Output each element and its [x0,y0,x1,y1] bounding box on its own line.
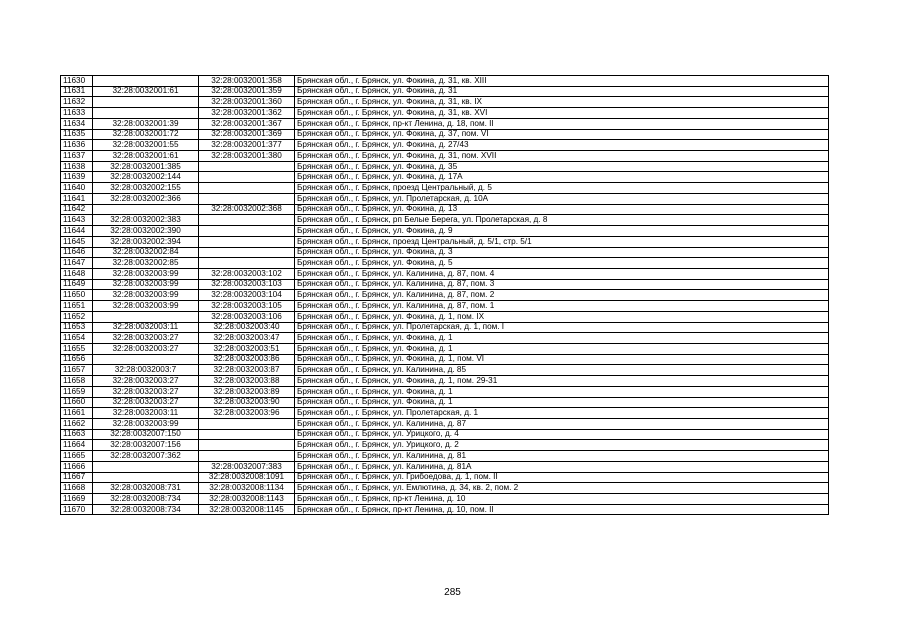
parcel-cadastral-number-cell: 32:28:0032002:390 [93,226,199,237]
object-cadastral-number-cell: 32:28:0032001:369 [199,129,295,140]
object-cadastral-number-cell: 32:28:0032003:96 [199,408,295,419]
table-row [61,451,829,462]
row-number-cell: 11637 [61,151,93,162]
address-cell: Брянская обл., г. Брянск, ул. Емлютина, д. 34, кв. 2, пом. 2 [295,483,829,494]
object-cadastral-number-cell: 32:28:0032003:89 [199,386,295,397]
row-number-cell: 11658 [61,376,93,387]
parcel-cadastral-number-cell: 32:28:0032001:39 [93,118,199,129]
row-number-cell: 11650 [61,290,93,301]
table-row [61,172,829,183]
address-cell: Брянская обл., г. Брянск, ул. Фокина, д. 1, пом. 29-31 [295,376,829,387]
row-number-cell: 11661 [61,408,93,419]
address-cell: Брянская обл., г. Брянск, ул. Фокина, д. 31, кв. IX [295,97,829,108]
table-row [61,140,829,151]
row-number-cell: 11652 [61,311,93,322]
parcel-cadastral-number-cell: 32:28:0032007:150 [93,429,199,440]
table-row [61,97,829,108]
table-row [61,440,829,451]
parcel-cadastral-number-cell [93,76,199,87]
registry-table [60,75,829,515]
table-row [61,183,829,194]
address-cell: Брянская обл., г. Брянск, ул. Калинина, д. 81А [295,461,829,472]
object-cadastral-number-cell [199,172,295,183]
row-number-cell: 11665 [61,451,93,462]
row-number-cell: 11664 [61,440,93,451]
table-row [61,311,829,322]
address-cell: Брянская обл., г. Брянск, ул. Фокина, д. 31, кв. XIII [295,76,829,87]
object-cadastral-number-cell: 32:28:0032001:360 [199,97,295,108]
object-cadastral-number-cell: 32:28:0032001:362 [199,108,295,119]
table-row [61,472,829,483]
table-row [61,494,829,505]
address-cell: Брянская обл., г. Брянск, пр-кт Ленина, д. 10, пом. II [295,504,829,515]
address-cell: Брянская обл., г. Брянск, ул. Пролетарская, д. 1, пом. I [295,322,829,333]
parcel-cadastral-number-cell [93,97,199,108]
address-cell: Брянская обл., г. Брянск, ул. Пролетарская, д. 1 [295,408,829,419]
table-row [61,376,829,387]
table-row [61,408,829,419]
parcel-cadastral-number-cell: 32:28:0032001:61 [93,151,199,162]
parcel-cadastral-number-cell: 32:28:0032001:61 [93,86,199,97]
row-number-cell: 11634 [61,118,93,129]
address-cell: Брянская обл., г. Брянск, ул. Урицкого, д. 2 [295,440,829,451]
object-cadastral-number-cell [199,440,295,451]
table-row [61,333,829,344]
object-cadastral-number-cell: 32:28:0032003:90 [199,397,295,408]
object-cadastral-number-cell: 32:28:0032003:51 [199,343,295,354]
object-cadastral-number-cell [199,247,295,258]
row-number-cell: 11640 [61,183,93,194]
address-cell: Брянская обл., г. Брянск, ул. Калинина, д. 87, пом. 2 [295,290,829,301]
row-number-cell: 11659 [61,386,93,397]
address-cell: Брянская обл., г. Брянск, ул. Фокина, д. 1 [295,397,829,408]
row-number-cell: 11644 [61,226,93,237]
object-cadastral-number-cell [199,258,295,269]
address-cell: Брянская обл., г. Брянск, ул. Калинина, д. 85 [295,365,829,376]
row-number-cell: 11663 [61,429,93,440]
address-cell: Брянская обл., г. Брянск, ул. Калинина, д. 87, пом. 1 [295,301,829,312]
table-row [61,193,829,204]
row-number-cell: 11631 [61,86,93,97]
address-cell: Брянская обл., г. Брянск, рп Белые Берега, ул. Пролетарская, д. 8 [295,215,829,226]
parcel-cadastral-number-cell [93,204,199,215]
row-number-cell: 11668 [61,483,93,494]
address-cell: Брянская обл., г. Брянск, ул. Фокина, д. 5 [295,258,829,269]
row-number-cell: 11651 [61,301,93,312]
parcel-cadastral-number-cell: 32:28:0032003:27 [93,386,199,397]
object-cadastral-number-cell: 32:28:0032003:102 [199,268,295,279]
parcel-cadastral-number-cell: 32:28:0032003:11 [93,408,199,419]
table-row [61,161,829,172]
parcel-cadastral-number-cell: 32:28:0032008:734 [93,494,199,505]
object-cadastral-number-cell: 32:28:0032007:383 [199,461,295,472]
table-row [61,215,829,226]
parcel-cadastral-number-cell: 32:28:0032002:155 [93,183,199,194]
object-cadastral-number-cell: 32:28:0032002:368 [199,204,295,215]
table-row [61,129,829,140]
parcel-cadastral-number-cell: 32:28:0032002:394 [93,236,199,247]
object-cadastral-number-cell [199,193,295,204]
row-number-cell: 11646 [61,247,93,258]
address-cell: Брянская обл., г. Брянск, пр-кт Ленина, д. 18, пом. II [295,118,829,129]
table-row [61,354,829,365]
object-cadastral-number-cell: 32:28:0032008:1134 [199,483,295,494]
object-cadastral-number-cell [199,236,295,247]
object-cadastral-number-cell: 32:28:0032003:105 [199,301,295,312]
object-cadastral-number-cell [199,215,295,226]
row-number-cell: 11656 [61,354,93,365]
address-cell: Брянская обл., г. Брянск, ул. Фокина, д. 1, пом. IX [295,311,829,322]
object-cadastral-number-cell [199,451,295,462]
parcel-cadastral-number-cell: 32:28:0032003:27 [93,397,199,408]
row-number-cell: 11645 [61,236,93,247]
address-cell: Брянская обл., г. Брянск, ул. Фокина, д. 1 [295,386,829,397]
row-number-cell: 11653 [61,322,93,333]
table-row [61,236,829,247]
row-number-cell: 11666 [61,461,93,472]
address-cell: Брянская обл., г. Брянск, пр-кт Ленина, д. 10 [295,494,829,505]
parcel-cadastral-number-cell: 32:28:0032003:7 [93,365,199,376]
table-row [61,322,829,333]
address-cell: Брянская обл., г. Брянск, проезд Центральный, д. 5 [295,183,829,194]
table-row [61,365,829,376]
address-cell: Брянская обл., г. Брянск, ул. Фокина, д. 1 [295,333,829,344]
address-cell: Брянская обл., г. Брянск, ул. Фокина, д. 9 [295,226,829,237]
object-cadastral-number-cell: 32:28:0032001:367 [199,118,295,129]
parcel-cadastral-number-cell [93,311,199,322]
address-cell: Брянская обл., г. Брянск, ул. Фокина, д. 31 [295,86,829,97]
parcel-cadastral-number-cell: 32:28:0032002:383 [93,215,199,226]
table-row [61,290,829,301]
row-number-cell: 11660 [61,397,93,408]
row-number-cell: 11669 [61,494,93,505]
parcel-cadastral-number-cell: 32:28:0032002:85 [93,258,199,269]
object-cadastral-number-cell: 32:28:0032008:1143 [199,494,295,505]
address-cell: Брянская обл., г. Брянск, ул. Калинина, д. 81 [295,451,829,462]
address-cell: Брянская обл., г. Брянск, ул. Фокина, д. 35 [295,161,829,172]
row-number-cell: 11654 [61,333,93,344]
row-number-cell: 11632 [61,97,93,108]
object-cadastral-number-cell: 32:28:0032003:87 [199,365,295,376]
address-cell: Брянская обл., г. Брянск, проезд Центральный, д. 5/1, стр. 5/1 [295,236,829,247]
address-cell: Брянская обл., г. Брянск, ул. Калинина, д. 87, пом. 3 [295,279,829,290]
parcel-cadastral-number-cell: 32:28:0032008:734 [93,504,199,515]
registry-table-body [61,76,829,515]
object-cadastral-number-cell: 32:28:0032003:88 [199,376,295,387]
address-cell: Брянская обл., г. Брянск, ул. Пролетарская, д. 10А [295,193,829,204]
parcel-cadastral-number-cell: 32:28:0032003:99 [93,419,199,430]
address-cell: Брянская обл., г. Брянск, ул. Фокина, д. 13 [295,204,829,215]
row-number-cell: 11655 [61,343,93,354]
parcel-cadastral-number-cell: 32:28:0032001:55 [93,140,199,151]
parcel-cadastral-number-cell [93,108,199,119]
object-cadastral-number-cell: 32:28:0032001:377 [199,140,295,151]
parcel-cadastral-number-cell: 32:28:0032003:11 [93,322,199,333]
parcel-cadastral-number-cell: 32:28:0032007:156 [93,440,199,451]
object-cadastral-number-cell: 32:28:0032003:104 [199,290,295,301]
object-cadastral-number-cell: 32:28:0032003:86 [199,354,295,365]
address-cell: Брянская обл., г. Брянск, ул. Грибоедова, д. 1, пом. II [295,472,829,483]
parcel-cadastral-number-cell: 32:28:0032003:99 [93,290,199,301]
table-row [61,429,829,440]
page-number: 285 [444,587,461,598]
table-row [61,204,829,215]
row-number-cell: 11670 [61,504,93,515]
parcel-cadastral-number-cell: 32:28:0032003:99 [93,279,199,290]
table-row [61,258,829,269]
address-cell: Брянская обл., г. Брянск, ул. Фокина, д. 27/43 [295,140,829,151]
table-row [61,226,829,237]
parcel-cadastral-number-cell: 32:28:0032008:731 [93,483,199,494]
object-cadastral-number-cell: 32:28:0032001:380 [199,151,295,162]
table-row [61,151,829,162]
object-cadastral-number-cell [199,183,295,194]
table-row [61,343,829,354]
table-row [61,397,829,408]
object-cadastral-number-cell: 32:28:0032008:1091 [199,472,295,483]
table-row [61,86,829,97]
table-row [61,108,829,119]
row-number-cell: 11662 [61,419,93,430]
row-number-cell: 11643 [61,215,93,226]
address-cell: Брянская обл., г. Брянск, ул. Фокина, д. 17А [295,172,829,183]
object-cadastral-number-cell: 32:28:0032003:47 [199,333,295,344]
address-cell: Брянская обл., г. Брянск, ул. Калинина, д. 87, пом. 4 [295,268,829,279]
object-cadastral-number-cell: 32:28:0032003:106 [199,311,295,322]
object-cadastral-number-cell: 32:28:0032008:1145 [199,504,295,515]
object-cadastral-number-cell [199,161,295,172]
row-number-cell: 11667 [61,472,93,483]
table-row [61,118,829,129]
parcel-cadastral-number-cell: 32:28:0032003:27 [93,343,199,354]
row-number-cell: 11657 [61,365,93,376]
table-row [61,76,829,87]
parcel-cadastral-number-cell: 32:28:0032002:84 [93,247,199,258]
table-row [61,386,829,397]
object-cadastral-number-cell [199,419,295,430]
address-cell: Брянская обл., г. Брянск, ул. Урицкого, д. 4 [295,429,829,440]
object-cadastral-number-cell: 32:28:0032001:359 [199,86,295,97]
parcel-cadastral-number-cell: 32:28:0032003:99 [93,301,199,312]
parcel-cadastral-number-cell: 32:28:0032002:144 [93,172,199,183]
object-cadastral-number-cell: 32:28:0032003:40 [199,322,295,333]
table-row [61,279,829,290]
address-cell: Брянская обл., г. Брянск, ул. Калинина, д. 87 [295,419,829,430]
parcel-cadastral-number-cell: 32:28:0032001:385 [93,161,199,172]
row-number-cell: 11642 [61,204,93,215]
row-number-cell: 11639 [61,172,93,183]
parcel-cadastral-number-cell: 32:28:0032002:366 [93,193,199,204]
table-row [61,419,829,430]
row-number-cell: 11641 [61,193,93,204]
row-number-cell: 11635 [61,129,93,140]
table-row [61,268,829,279]
address-cell: Брянская обл., г. Брянск, ул. Фокина, д. 1 [295,343,829,354]
row-number-cell: 11647 [61,258,93,269]
object-cadastral-number-cell: 32:28:0032003:103 [199,279,295,290]
object-cadastral-number-cell: 32:28:0032001:358 [199,76,295,87]
parcel-cadastral-number-cell: 32:28:0032001:72 [93,129,199,140]
row-number-cell: 11638 [61,161,93,172]
row-number-cell: 11633 [61,108,93,119]
table-row [61,461,829,472]
row-number-cell: 11630 [61,76,93,87]
address-cell: Брянская обл., г. Брянск, ул. Фокина, д. 31, кв. XVI [295,108,829,119]
parcel-cadastral-number-cell: 32:28:0032003:27 [93,376,199,387]
parcel-cadastral-number-cell: 32:28:0032003:99 [93,268,199,279]
parcel-cadastral-number-cell: 32:28:0032007:362 [93,451,199,462]
parcel-cadastral-number-cell [93,354,199,365]
row-number-cell: 11649 [61,279,93,290]
address-cell: Брянская обл., г. Брянск, ул. Фокина, д. 37, пом. VI [295,129,829,140]
parcel-cadastral-number-cell [93,472,199,483]
row-number-cell: 11648 [61,268,93,279]
table-row [61,504,829,515]
parcel-cadastral-number-cell [93,461,199,472]
parcel-cadastral-number-cell: 32:28:0032003:27 [93,333,199,344]
address-cell: Брянская обл., г. Брянск, ул. Фокина, д. 3 [295,247,829,258]
object-cadastral-number-cell [199,429,295,440]
object-cadastral-number-cell [199,226,295,237]
row-number-cell: 11636 [61,140,93,151]
address-cell: Брянская обл., г. Брянск, ул. Фокина, д. 1, пом. VI [295,354,829,365]
table-row [61,247,829,258]
address-cell: Брянская обл., г. Брянск, ул. Фокина, д. 31, пом. XVII [295,151,829,162]
table-row [61,301,829,312]
table-row [61,483,829,494]
